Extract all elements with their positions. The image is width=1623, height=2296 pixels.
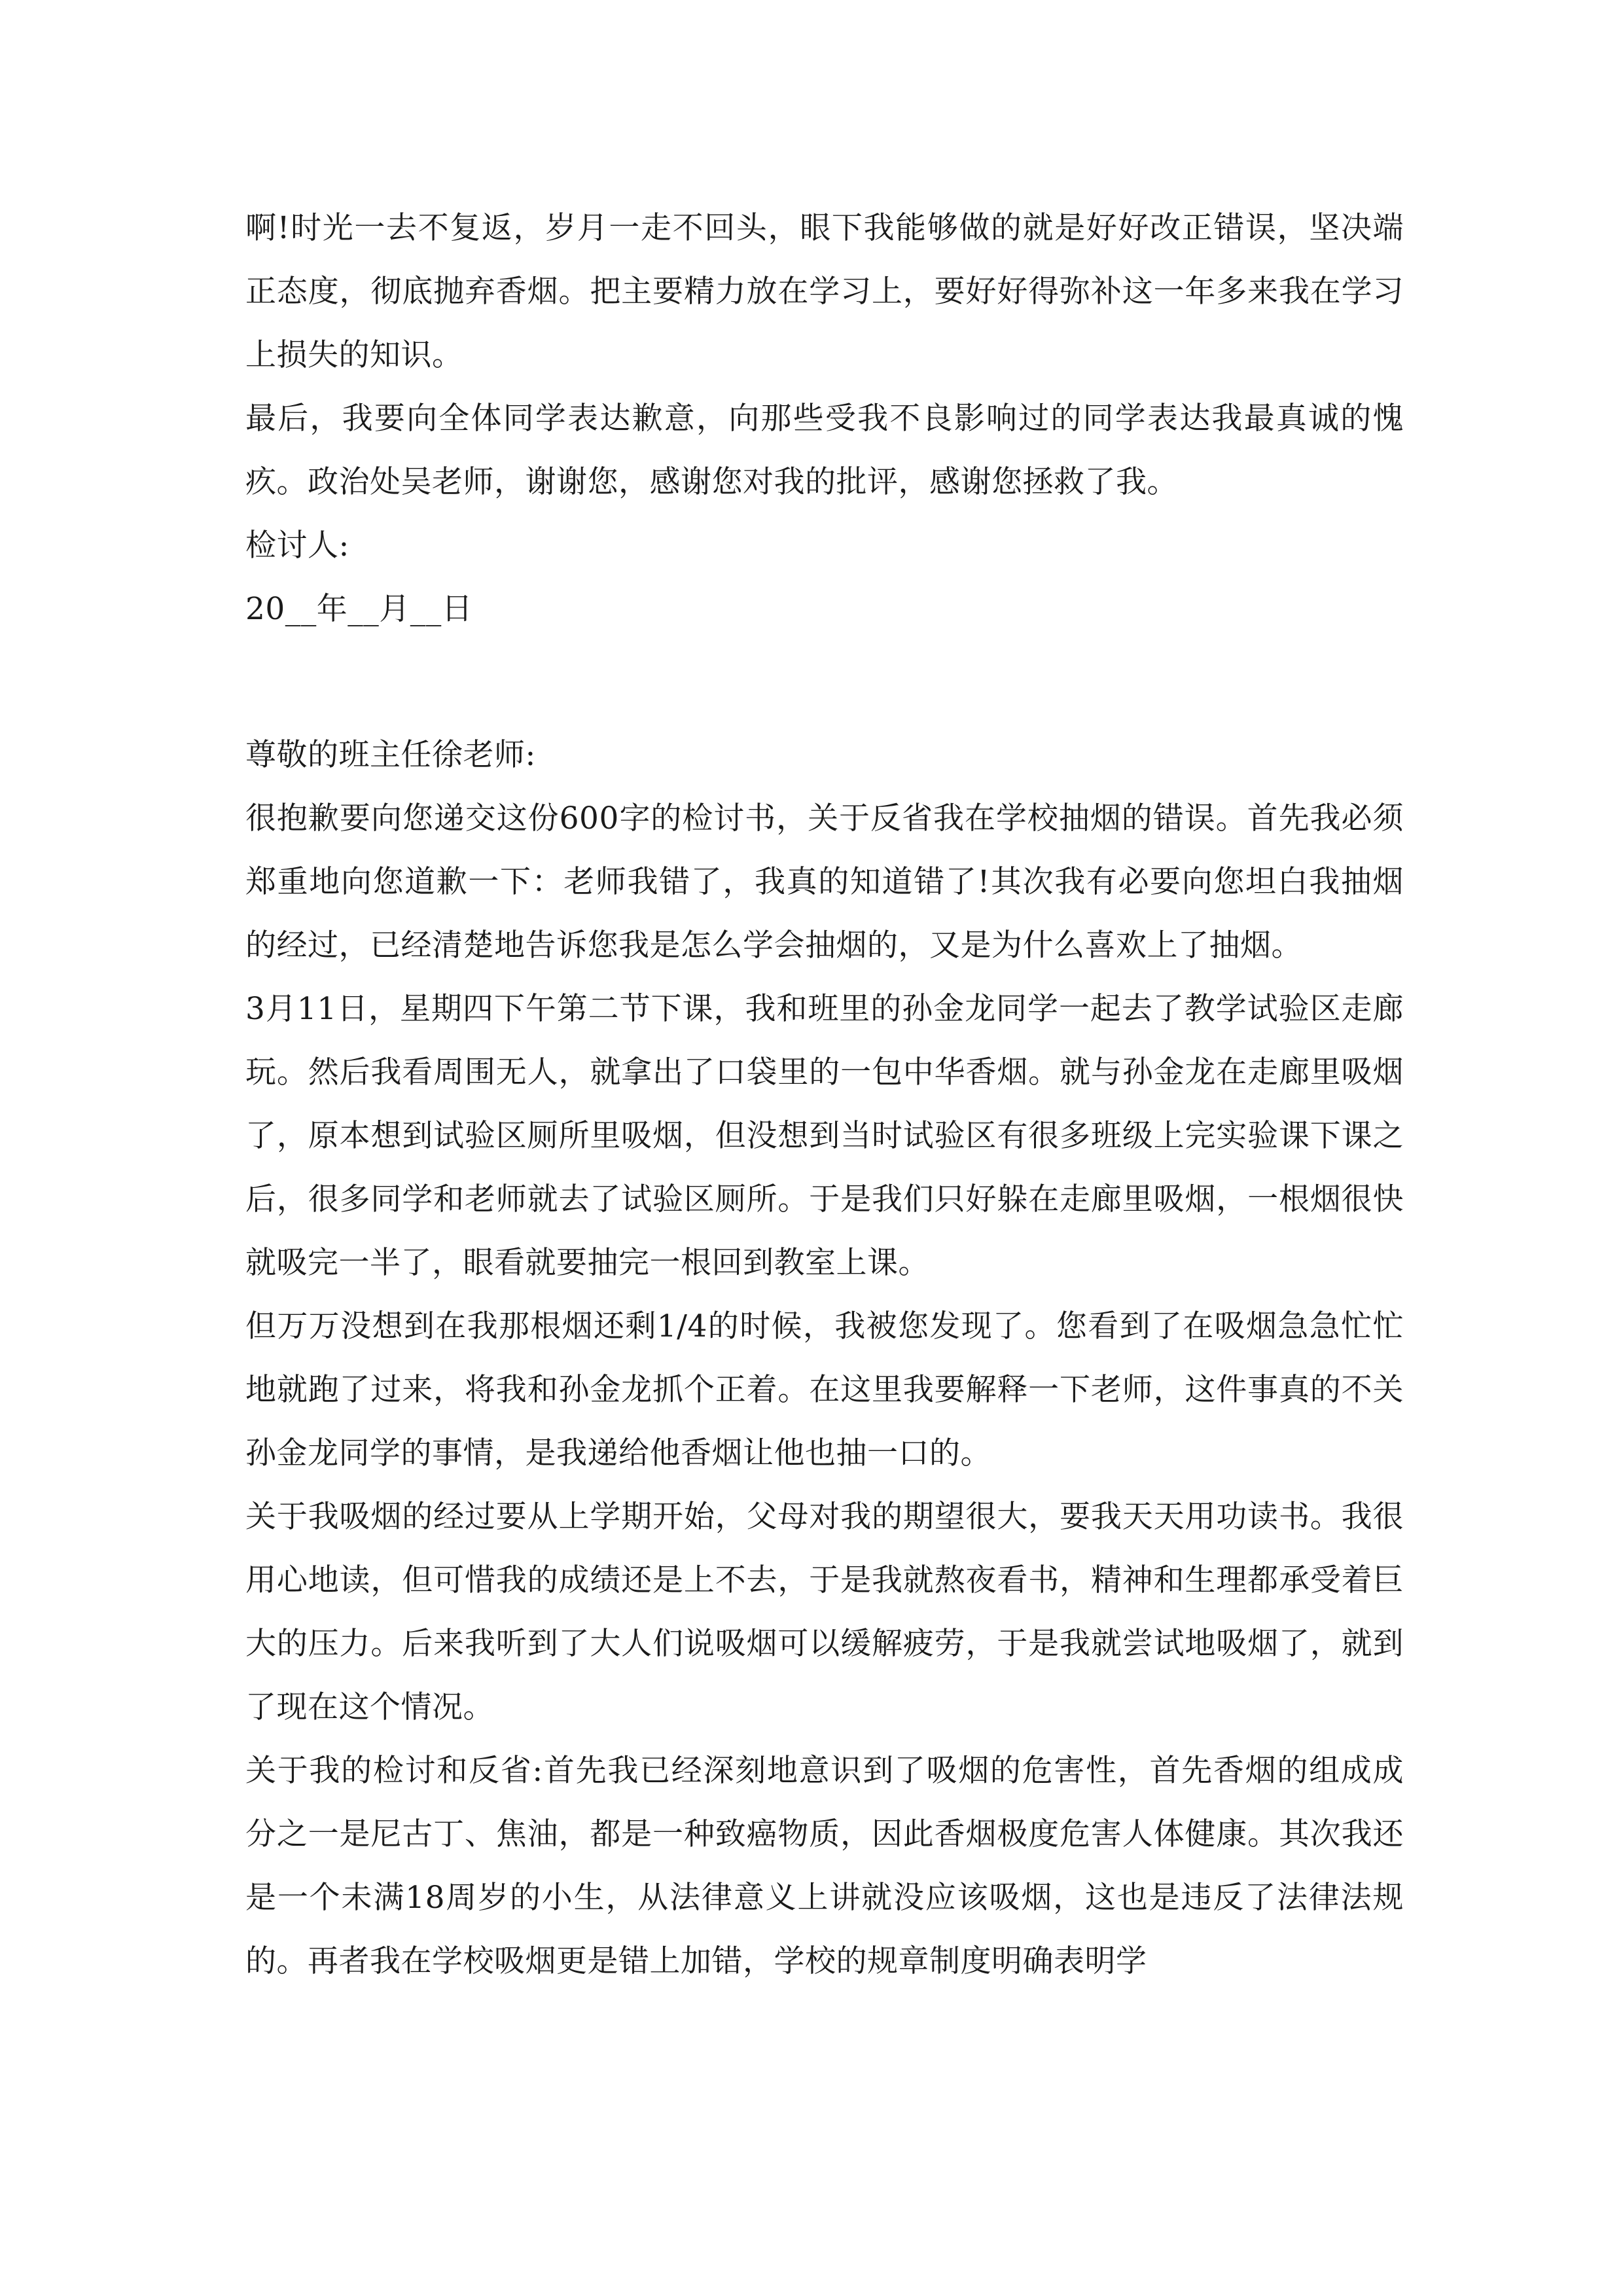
date-line: 20__年__月__日 <box>245 591 473 627</box>
paragraph: 3月11日，星期四下午第二节下课，我和班里的孙金龙同学一起去了教学试验区走廊玩。然后我看周围无人，就拿出了口袋里的一包中华香烟。就与孙金龙在走廊里吸烟了，原本想到试验区厕所里吸烟，但没想到当时试验区有很多班级上完实验课下课之后，很多同学和老师就去了试验区厕所。于是我们只好躲在走廊里吸烟，一根烟很快就吸完一半了，眼看就要抽完一根回到教室上课。 <box>245 991 1404 1281</box>
signature-label: 检讨人: <box>245 528 349 564</box>
paragraph: 最后，我要向全体同学表达歉意，向那些受我不良影响过的同学表达我最真诚的愧疚。政治处吴老师，谢谢您，感谢您对我的批评，感谢您拯救了我。 <box>245 401 1404 500</box>
greeting: 尊敬的班主任徐老师: <box>245 737 536 773</box>
letter-closing-section <box>245 196 1404 641</box>
paragraph: 很抱歉要向您递交这份600字的检讨书，关于反省我在学校抽烟的错误。首先我必须郑重地向您道歉一下：老师我错了，我真的知道错了!其次我有必要向您坦白我抽烟的经过，已经清楚地告诉您我是怎么学会抽烟的，又是为什么喜欢上了抽烟。 <box>245 800 1404 963</box>
letter-body-section <box>245 723 1404 1993</box>
paragraph: 但万万没想到在我那根烟还剩1/4的时候，我被您发现了。您看到了在吸烟急急忙忙地就跑了过来，将我和孙金龙抓个正着。在这里我要解释一下老师，这件事真的不关孙金龙同学的事情，是我递给他香烟让他也抽一口的。 <box>245 1308 1404 1471</box>
paragraph: 关于我的检讨和反省:首先我已经深刻地意识到了吸烟的危害性，首先香烟的组成成分之一是尼古丁、焦油，都是一种致癌物质，因此香烟极度危害人体健康。其次我还是一个未满18周岁的小生，从法律意义上讲就没应该吸烟，这也是违反了法律法规的。再者我在学校吸烟更是错上加错，学校的规章制度明确表明学 <box>245 1753 1404 1979</box>
paragraph: 啊!时光一去不复返，岁月一走不回头，眼下我能够做的就是好好改正错误，坚决端正态度，彻底抛弃香烟。把主要精力放在学习上，要好好得弥补这一年多来我在学习上损失的知识。 <box>245 210 1404 373</box>
paragraph: 关于我吸烟的经过要从上学期开始，父母对我的期望很大，要我天天用功读书。我很用心地读，但可惜我的成绩还是上不去，于是我就熬夜看书，精神和生理都承受着巨大的压力。后来我听到了大人们说吸烟可以缓解疲劳，于是我就尝试地吸烟了，就到了现在这个情况。 <box>245 1499 1404 1725</box>
